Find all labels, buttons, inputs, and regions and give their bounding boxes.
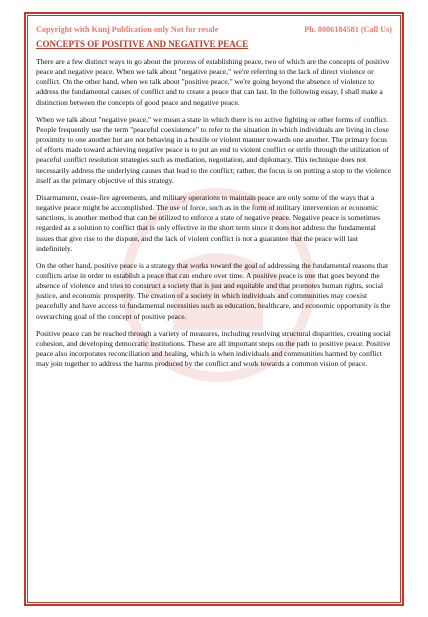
page-header <box>36 25 392 34</box>
copyright-notice: Copyright with Kunj Publication only Not for resale <box>36 25 219 34</box>
page-title: CONCEPTS OF POSITIVE AND NEGATIVE PEACE <box>36 39 249 49</box>
paragraph: Positive peace can be reached through a variety of measures, including resolving structural disparities, creating social cohesion, and developing democratic institutions. These are all important steps on the path to positive peace. Positive peace also incorporates reconciliation and healing, which is when individuals and communities harmed by conflict may join together to address the harms produced by the conflict and work towards a common vision of peace. <box>36 328 391 369</box>
paragraph: There are a few distinct ways to go about the process of establishing peace, two of which are the concepts of positive peace and negative peace. When we talk about "negative peace," we're referring to the lack of direct violence or conflict. On the other hand, when we talk about "positive peace," we're going beyond the absence of violence to address the fundamental causes of conflict and to create a peace that can last. In the following essay, I shall make a distinction between the concepts of good peace and negative peace. <box>36 57 390 107</box>
contact-phone: Ph. 8006184581 (Call Us) <box>304 25 392 34</box>
paragraph: When we talk about "negative peace," we mean a state in which there is no active fighting or other forms of conflict. People frequently use the term "peaceful coexistence" to refer to the situation in which individuals are living in close proximity to one another but are not behaving in a hostile or violent manner towards one another. The primary focus of efforts made toward achieving negative peace is to put an end to violent conflict or strife through the utilization of peaceful conflict resolution strategies such as mediation, negotiation, and diplomacy. This technique does not necessarily address the underlying causes that lead to the conflict; rather, the focus is on putting a stop to the violence itself as the primary objective of this strategy. <box>36 114 391 185</box>
essay-body <box>36 57 394 376</box>
paragraph: On the other hand, positive peace is a strategy that works toward the goal of addressing the fundamental reasons that conflicts arise in order to establish a peace that can endure over time. A positive peace is one that goes beyond the absence of violence and tries to construct a society that is just and equitable and that promotes human rights, social justice, and economic prosperity. The creation of a society in which individuals and communities may coexist peacefully and have access to fundamental necessities such as education, healthcare, and economic opportunity is the overarching goal of the concept of positive peace. <box>36 260 390 321</box>
paragraph: Disarmament, cease-fire agreements, and military operations to maintain peace are only some of the ways that a negative peace might be accomplished. The use of force, such as in the form of military intervention or economic sanctions, is another method that can be utilized to enforce a state of negative peace. Negative peace is sometimes regarded as a solution to conflict that is only effective in the short term since it does not address the fundamental issues that give rise to the dispute, and the lack of violent conflict is not a guarantee that the peace will last indefinitely. <box>36 192 381 253</box>
